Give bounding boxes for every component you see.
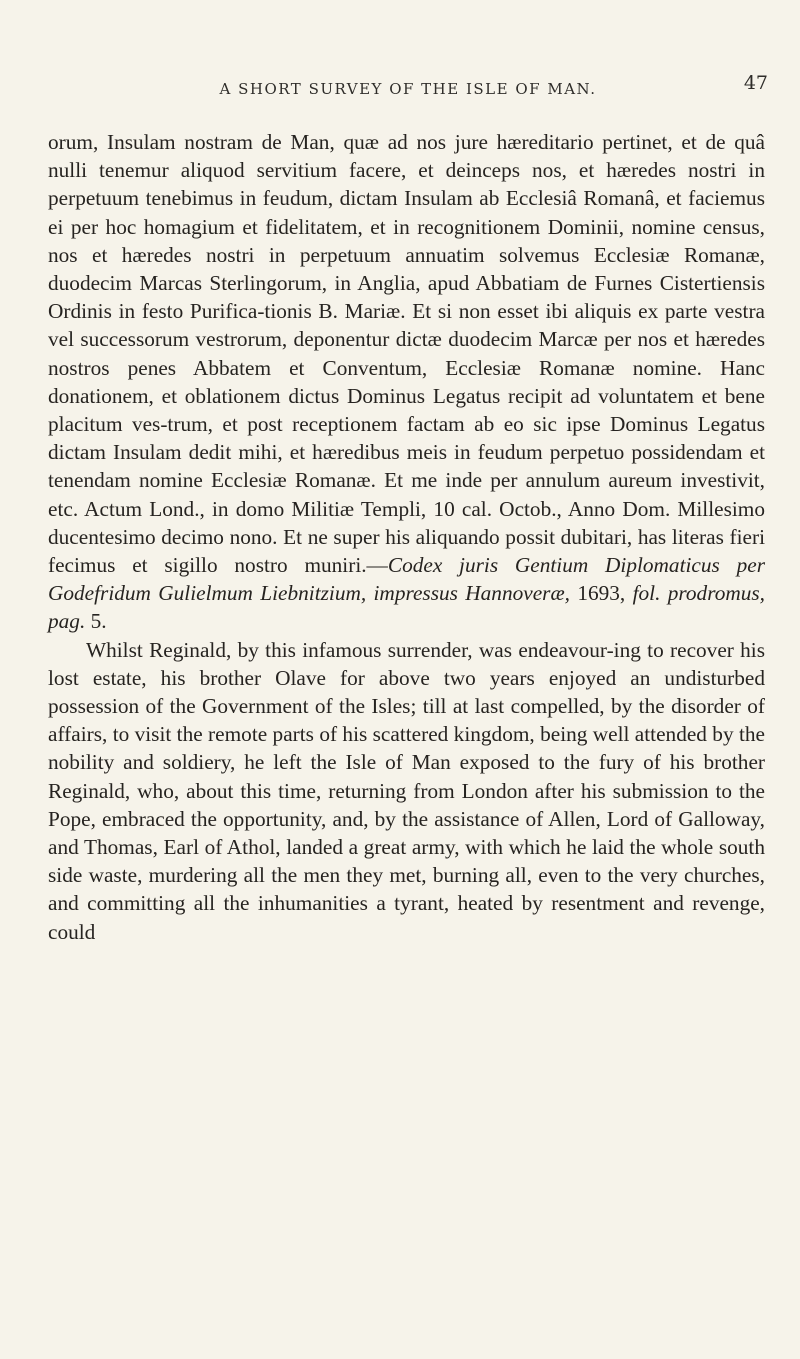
citation-part2: fol. prodromus, pag. [48,581,765,634]
narrative-paragraph: Whilst Reginald, by this infamous surrender, was endeavour-ing to recover his lost estate, his brother Olave for above two years enjoyed an undisturbed possession of the Government of the Isles; till at last compelled, by the disorder of affairs, to visit the remote parts of his scattered kingdom, being well attended by the nobility and soldiery, he left the Isle of Man exposed to the fury of his brother Reginald, who, about this time, returning from London after his submission to the Pope, embraced the opportunity, and, by the assistance of Allen, Lord of Galloway, and Thomas, Earl of Athol, landed a great army, with which he laid the whole south side waste, murdering all the men they met, burning all, even to the very churches, and committing all the inhumanities a tyrant, heated by resentment and revenge, could [48,637,765,944]
latin-charter-text: orum, Insulam nostram de Man, quæ ad nos jure hæreditario pertinet, et de quâ nulli tenemur aliquod servitium facere, et deinceps nos, et hæredes nostri in perpetuum tenebimus in feudum, dictam Insulam ab Ecclesiâ Romanâ, et faciemus ei per hoc homagium et fidelitatem, et in recognitionem Dominii, nomine census, nos et hæredes nostri in perpetuum annuatim solvemus Ecclesiæ Romanæ, duodecim Marcas Sterlingorum, in Anglia, apud Abbatiam de Furnes Cistertiensis Ordinis in festo Purifica-tionis B. Mariæ. Et si non esset ibi aliquis ex parte vestra vel successorum vestrorum, deponentur dictæ duodecim Marcæ per nos et hæredes nostros penes Abbatem et Conventum, Ecclesiæ Romanæ nomine. Hanc donationem, et oblationem dictus Dominus Legatus recipit ad voluntatem et bene placitum ves-trum, et post receptionem factam ab eo sic ipse Dominus Legatus dictam Insulam dedit mihi, et hæredibus meis in feudum perpetuo possidendam et tenendam nomine Ecclesiæ Romanæ. Et me inde per annulum aureum investivit, etc. Actum Lond., in domo Militiæ Templi, 10 cal. Octob., Anno Dom. Millesimo ducentesimo decimo nono. Et ne super his aliquando possit dubitari, has literas fieri fecimus et sigillo nostro muniri.— [48,130,765,578]
citation-part1: Codex juris Gentium Diplomaticus per Godefridum Gulielmum Liebnitzium, impressus Hannoveræ, [48,553,765,606]
body-text [48,128,765,946]
page-number: 47 [743,72,768,94]
page-header [48,72,768,104]
citation-year: 1693, [569,581,633,606]
citation-page: 5. [85,609,107,634]
latin-charter-paragraph [48,128,765,636]
running-title: A SHORT SURVEY OF THE ISLE OF MAN. [219,80,597,98]
